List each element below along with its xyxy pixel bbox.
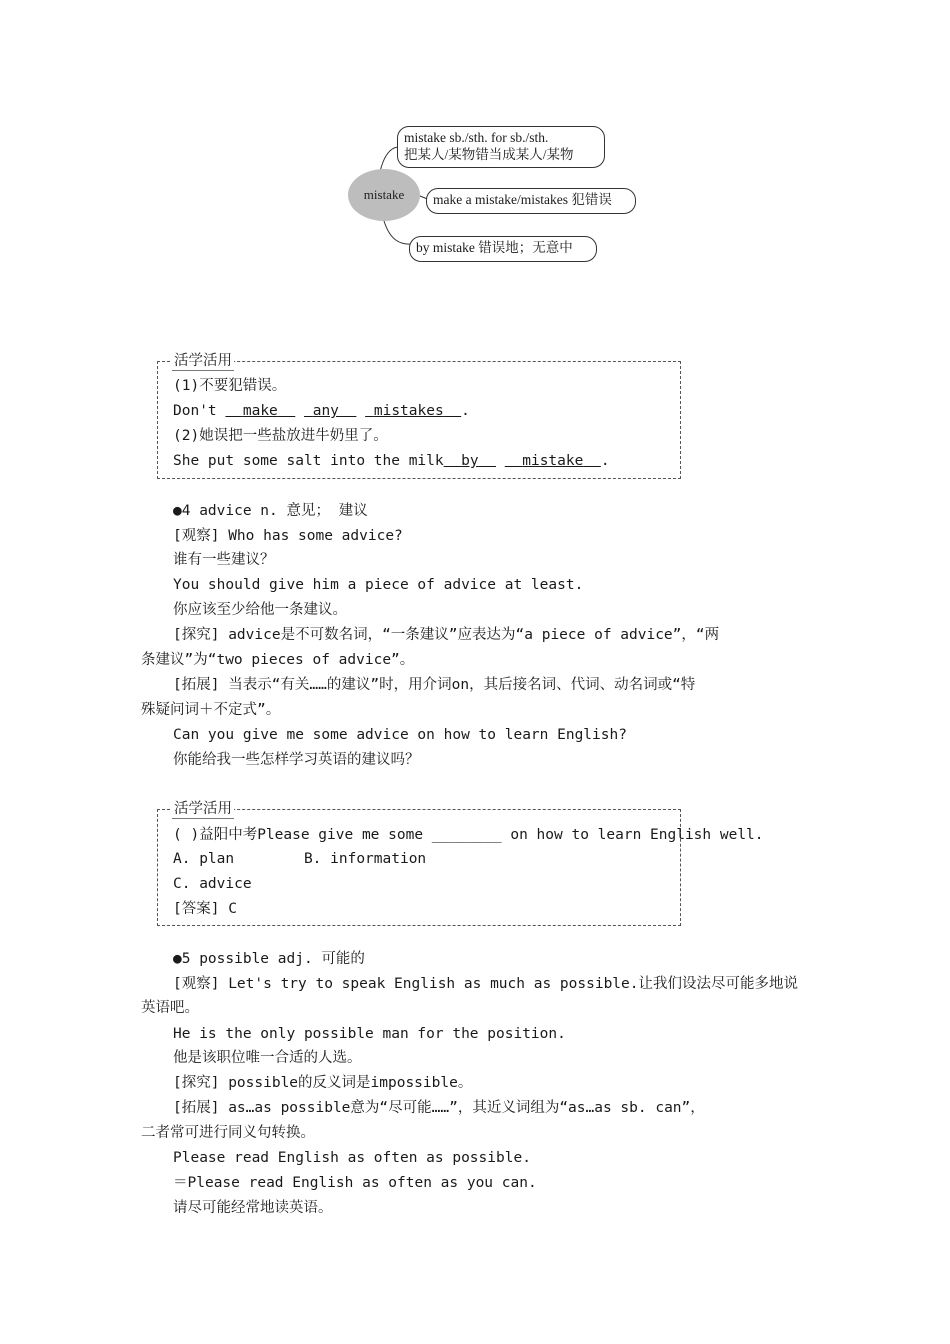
box-2-line-0: ( )益阳中考Please give me some ________ on how to learn English well.: [173, 827, 764, 843]
a1-blank-1: make: [242, 403, 278, 419]
box-2-line-1: A. plan B. information: [173, 851, 427, 867]
s4-line-6: [拓展] 当表示“有关……的建议”时，用介词on，其后接名词、代词、动名词或“特: [173, 677, 696, 693]
s4-line-1: 谁有一些建议？: [173, 552, 275, 568]
a2-blank-2: mistake: [522, 453, 584, 469]
s4-line-4: [探究] advice是不可数名词，“一条建议”应表达为“a piece of advice”，“两: [173, 627, 720, 643]
a1-blank-3: mistakes: [373, 403, 444, 419]
s5-line-3: 他是该职位唯一合适的人选。: [173, 1050, 362, 1066]
s4-line-0: [观察] Who has some advice?: [173, 528, 403, 544]
s5-line-1: 英语吧。: [141, 1000, 199, 1016]
branch-1-line2: 把某人/某物错当成某人/某物: [404, 147, 574, 162]
s4-line-7: 殊疑问词＋不定式”。: [141, 702, 281, 718]
s4-line-8: Can you give me some advice on how to learn English?: [173, 727, 627, 743]
s5-line-4: [探究] possible的反义词是impossible。: [173, 1075, 473, 1091]
s5-line-8: ＝Please read English as often as you can.: [173, 1175, 537, 1191]
branch-3-line1: by mistake 错误地；无意中: [416, 240, 573, 255]
box-2-title: 活学活用: [174, 801, 232, 817]
mindmap-branch-2: [426, 188, 636, 214]
branch-2-line1: make a mistake/mistakes 犯错误: [433, 192, 612, 207]
s5-line-7: Please read English as often as possible.: [173, 1150, 531, 1166]
box-2-line-2: C. advice: [173, 876, 252, 892]
box-1-q2: (2)她误把一些盐放进牛奶里了。: [173, 428, 388, 444]
box-1-a2: She put some salt into the milk by mistake .: [173, 453, 610, 469]
a2-prefix: She put some salt into the milk: [173, 453, 444, 469]
s4-line-2: You should give him a piece of advice at least.: [173, 577, 584, 593]
box-2-line-3: [答案] C: [173, 901, 237, 917]
mindmap-center: mistake: [348, 169, 420, 221]
s5-line-5: [拓展] as…as possible意为“尽可能……”，其近义词组为“as…as sb. can”，: [173, 1100, 705, 1116]
s5-line-9: 请尽可能经常地读英语。: [173, 1200, 333, 1216]
a1-prefix: Don't: [173, 403, 226, 419]
a1-blank-2: any: [312, 403, 339, 419]
s5-line-0: [观察] Let's try to speak English as much as possible.让我们设法尽可能多地说: [173, 976, 798, 992]
s5-line-2: He is the only possible man for the position.: [173, 1026, 566, 1042]
a2-blank-1: by: [461, 453, 479, 469]
mindmap-branch-3: [409, 236, 597, 262]
box-1-title: 活学活用: [174, 353, 232, 369]
mindmap-branch-1: [397, 126, 605, 168]
s4-line-9: 你能给我一些怎样学习英语的建议吗？: [173, 752, 420, 768]
s5-line-6: 二者常可进行同义句转换。: [141, 1125, 315, 1141]
box-1-a1: Don't make any mistakes .: [173, 403, 470, 419]
box-1-q1: (1)不要犯错误。: [173, 378, 287, 394]
section-5-heading: ●5 possible adj. 可能的: [173, 951, 365, 967]
branch-1-line1: mistake sb./sth. for sb./sth.: [404, 130, 549, 145]
s4-line-3: 你应该至少给他一条建议。: [173, 602, 347, 618]
section-4-heading: ●4 advice n. 意见； 建议: [173, 503, 368, 519]
s4-line-5: 条建议”为“two pieces of advice”。: [141, 652, 415, 668]
